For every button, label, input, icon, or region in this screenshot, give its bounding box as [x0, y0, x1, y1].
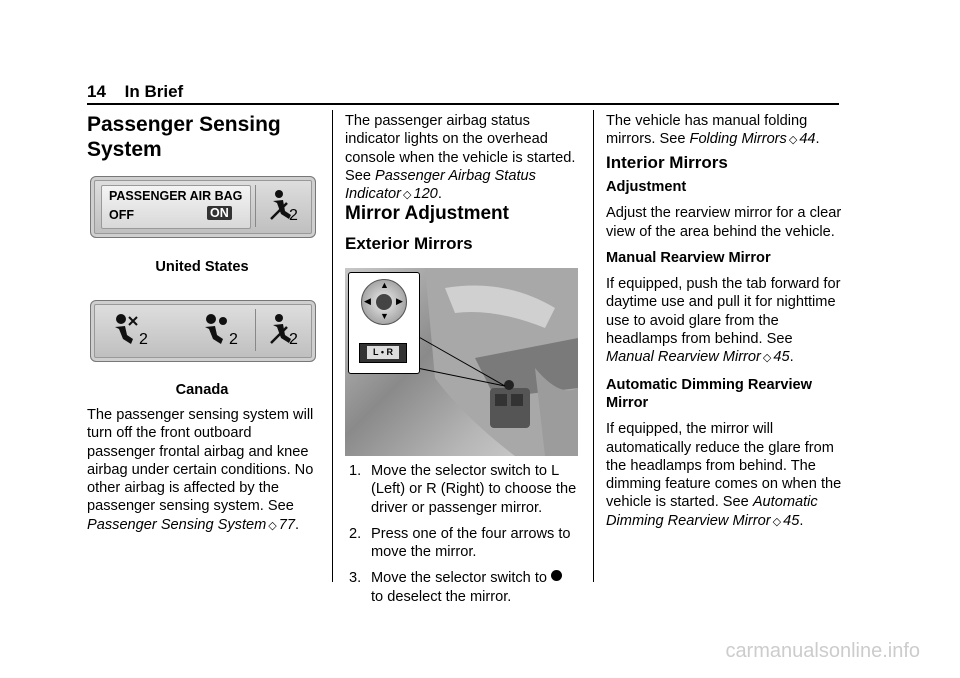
- watermark: carmanualsonline.info: [725, 640, 920, 662]
- link-folding-mirrors[interactable]: Folding Mirrors: [689, 131, 787, 148]
- step-item: 2. Press one of the four arrows to move the mirror.: [349, 525, 571, 561]
- page-ref[interactable]: 44: [799, 131, 816, 148]
- seat-number: 2: [289, 207, 298, 224]
- page-ref[interactable]: 45: [773, 349, 790, 366]
- panel-off-label: OFF: [109, 208, 134, 222]
- adjustment-heading: Adjustment: [606, 179, 687, 195]
- passenger-sensing-title: Passenger Sensing System: [87, 113, 281, 161]
- caption-united-states: United States: [155, 259, 249, 275]
- canada-indicator-panel: [90, 300, 316, 362]
- page-ref-icon: ◇: [402, 189, 412, 202]
- panel-air-bag-label: PASSENGER AIR BAG: [109, 189, 243, 203]
- link-passenger-airbag-status[interactable]: Passenger Airbag Status Indicator: [345, 167, 536, 203]
- page-ref[interactable]: 120: [413, 186, 438, 203]
- interior-mirrors-content: [606, 178, 842, 539]
- page-ref-icon: ◇: [788, 134, 798, 147]
- seat-number-1: 2: [139, 331, 148, 348]
- link-manual-rearview-mirror[interactable]: Manual Rearview Mirror: [606, 349, 761, 366]
- link-auto-dimming-mirror[interactable]: Automatic Dimming Rearview Mirror: [606, 494, 818, 529]
- exterior-mirrors-title: Exterior Mirrors: [345, 234, 473, 253]
- column-divider: [332, 110, 333, 582]
- auto-dimming-heading: Automatic Dimming Rearview Mirror: [606, 376, 812, 411]
- seat-number-2: 2: [229, 331, 238, 348]
- control-inset: [348, 272, 420, 374]
- airbag-status-paragraph: The passenger airbag status indicator lights on the overhead console when the vehicle is started. See Passenger Airbag Status Indicator ◇ 120.: [345, 113, 576, 203]
- mirror-adjustment-title: Mirror Adjustment: [345, 203, 509, 224]
- lr-switch[interactable]: [359, 343, 407, 363]
- page-ref-icon: ◇: [268, 519, 277, 532]
- airbag-on-icon: [199, 313, 229, 347]
- column-divider: [593, 110, 594, 582]
- caption-canada: Canada: [175, 382, 229, 398]
- page-ref[interactable]: 77: [278, 516, 295, 533]
- link-passenger-sensing-system[interactable]: Passenger Sensing System: [87, 516, 267, 533]
- panel-on-label: ON: [207, 206, 232, 220]
- step-item: 1. Move the selector switch to L (Left) or R (Right) to choose the driver or passenger mirror.: [349, 463, 577, 516]
- airbag-off-icon: [109, 313, 139, 347]
- section-title: In Brief: [124, 82, 184, 101]
- header-rule: [87, 103, 839, 105]
- seat-number-3: 2: [289, 331, 298, 348]
- adjustment-text: Adjust the rearview mirror for a clear view of the area behind the vehicle.: [606, 205, 842, 240]
- page-number: 14: [87, 82, 106, 101]
- mirror-steps: [345, 462, 581, 614]
- passenger-sensing-paragraph: The passenger sensing system will turn off the front outboard passenger frontal airbag and knee airbag under certain conditions. No other airbag is affected by the passenger sensing system. See Passenger Sensing System ◇ 77.: [87, 407, 314, 533]
- lr-switch-label: L • R: [367, 346, 399, 359]
- interior-mirrors-title: Interior Mirrors: [606, 153, 728, 172]
- neutral-dot-icon: [551, 570, 562, 581]
- manual-mirror-heading: Manual Rearview Mirror: [606, 249, 771, 266]
- page-ref-icon: ◇: [762, 352, 772, 365]
- us-indicator-panel: [90, 176, 316, 238]
- manual-mirror-text: If equipped, push the tab forward for daytime use and pull it for nighttime use to avoid glare from the headlamps from behind. See Manual Rearview Mirror ◇ 45.: [606, 276, 841, 366]
- page-ref-icon: ◇: [772, 515, 782, 528]
- mirror-selector-knob[interactable]: ▲ ▼ ◀ ▶: [361, 279, 407, 325]
- page-ref[interactable]: 45: [783, 512, 800, 529]
- step-item: 3. Move the selector switch to to deselect the mirror.: [345, 569, 581, 606]
- exterior-mirror-control-photo: [345, 268, 578, 456]
- folding-mirrors-paragraph: The vehicle has manual folding mirrors. See Folding Mirrors ◇ 44.: [606, 113, 820, 148]
- auto-dimming-text: If equipped, the mirror will automatically reduce the glare from the headlamps from behind. The dimming feature comes on when the vehicle is started. See Automatic Dimming Rearview Mirror ◇ 45.: [606, 421, 842, 529]
- page-header: [87, 82, 183, 102]
